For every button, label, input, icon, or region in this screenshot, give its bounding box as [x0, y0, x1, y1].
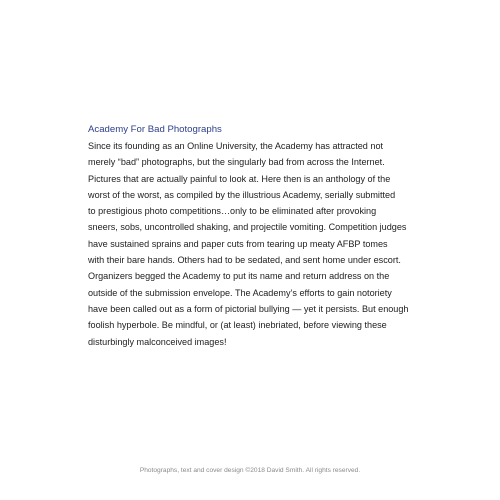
paragraph-line: foolish hyperbole. Be mindful, or (at least) inebriated, before viewing these — [88, 320, 387, 331]
paragraph-line: worst of the worst, as compiled by the illustrious Academy, serially submitted — [88, 189, 396, 200]
paragraph-line: Since its founding as an Online University, the Academy has attracted not — [88, 141, 384, 151]
paragraph-line: sneers, sobs, uncontrolled shaking, and projectile vomiting. Competition judges — [88, 222, 407, 233]
paragraph-line: have sustained sprains and paper cuts from tearing up meaty AFBP tomes — [88, 238, 388, 249]
paragraph-line: Organizers begged the Academy to put its name and return address on the — [88, 271, 390, 282]
paragraph-line: have been called out as a form of pictorial bullying — yet it persists. But enough — [88, 303, 409, 314]
copyright-footer: Photographs, text and cover design ©2018 David Smith. All rights reserved. — [139, 467, 361, 474]
paragraph-line: disturbingly malconceived images! — [88, 336, 227, 347]
paragraph-line: merely “bad” photographs, but the singularly bad from across the Internet. — [88, 157, 385, 168]
intro-paragraph — [88, 138, 418, 350]
paragraph-line: with their bare hands. Others had to be sedated, and sent home under escort. — [88, 255, 401, 266]
paragraph-line: outside of the submission envelope. The Academy’s efforts to gain notoriety — [88, 287, 392, 298]
paragraph-line: to prestigious photo competitions…only to be eliminated after provoking — [88, 206, 377, 217]
page-title: Academy For Bad Photographs — [88, 124, 222, 135]
paragraph-line: Pictures that are actually painful to look at. Here then is an anthology of the — [88, 173, 391, 184]
intro-section — [88, 122, 418, 350]
